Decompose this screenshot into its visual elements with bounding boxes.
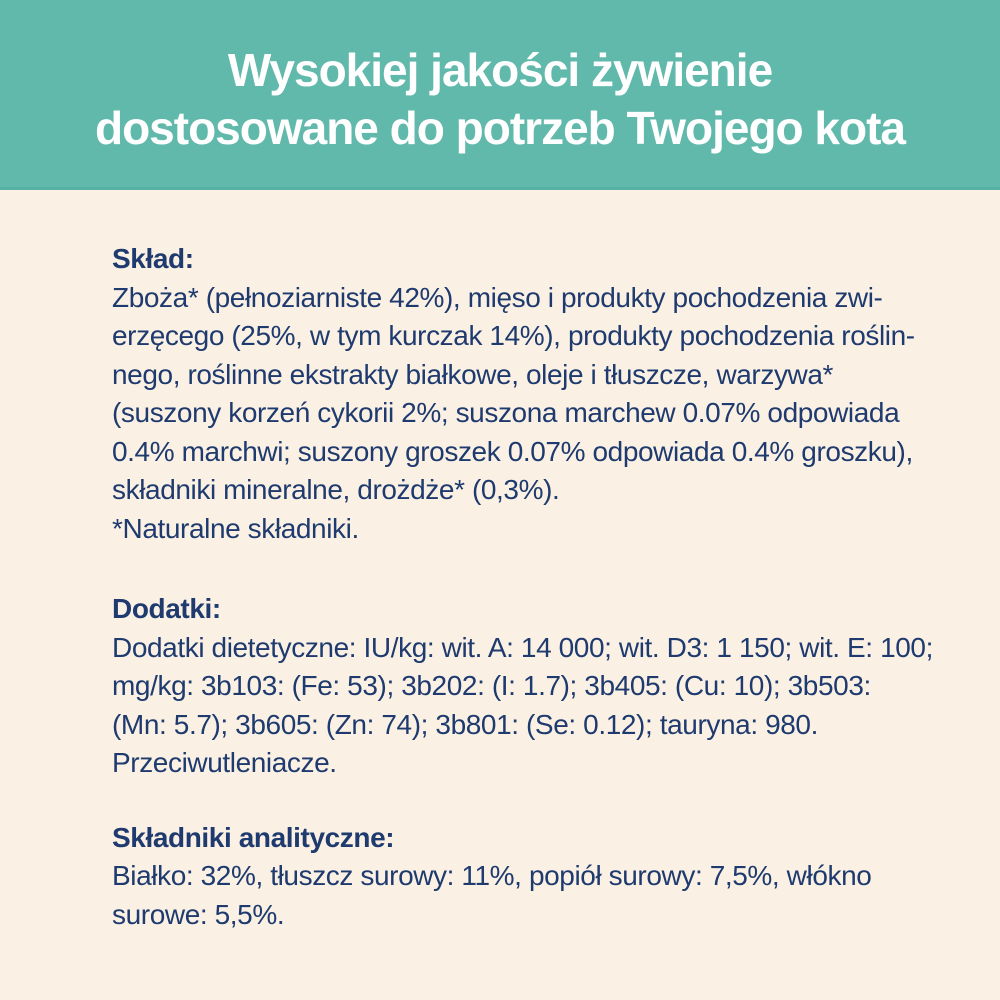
ingredients-line: składniki mineralne, drożdże* (0,3%).	[112, 474, 560, 505]
page-title	[95, 41, 905, 157]
header-banner	[0, 0, 1000, 190]
section-heading-analytical: Składniki analityczne:	[112, 821, 395, 853]
section-heading-additives: Dodatki:	[112, 593, 221, 624]
title-line-2: dostosowane do potrzeb Twojego kota	[94, 101, 906, 154]
ingredients-line: nego, roślinne ekstrakty białkowe, oleje i tłuszcze, warzywa*	[112, 358, 834, 390]
ingredients-line: erzęcego (25%, w tym kurczak 14%), produkty pochodzenia roślin-	[112, 320, 915, 351]
section-heading-ingredients: Skład:	[112, 243, 194, 274]
analytical-line: surowe: 5,5%.	[112, 898, 285, 930]
additives-line: (Mn: 5.7); 3b605: (Zn: 74); 3b801: (Se: 0.12); tauryna: 980.	[112, 708, 818, 740]
additives-line: Dodatki dietetyczne: IU/kg: wit. A: 14 000; wit. D3: 1 150; wit. E: 100;	[112, 631, 933, 663]
ingredients-line: 0.4% marchwi; suszony groszek 0.07% odpowiada 0.4% groszku),	[112, 435, 913, 467]
additives-line: mg/kg: 3b103: (Fe: 53); 3b202: (I: 1.7); 3b405: (Cu: 10); 3b503:	[112, 670, 871, 701]
title-line-1: Wysokiej jakości żywienie	[227, 43, 773, 96]
section-analytical-constituents	[112, 819, 970, 935]
section-ingredients	[112, 240, 970, 548]
ingredients-footnote: *Naturalne składniki.	[112, 512, 359, 544]
ingredients-line: (suszony korzeń cykorii 2%; suszona marchew 0.07% odpowiada	[112, 397, 900, 428]
additives-line: Przeciwutleniacze.	[112, 747, 337, 778]
nutrition-info-panel	[0, 190, 1000, 934]
section-additives	[112, 590, 970, 783]
ingredients-line: Zboża* (pełnoziarniste 42%), mięso i produkty pochodzenia zwi-	[112, 281, 883, 313]
analytical-line: Białko: 32%, tłuszcz surowy: 11%, popiół surowy: 7,5%, włókno	[112, 860, 872, 891]
